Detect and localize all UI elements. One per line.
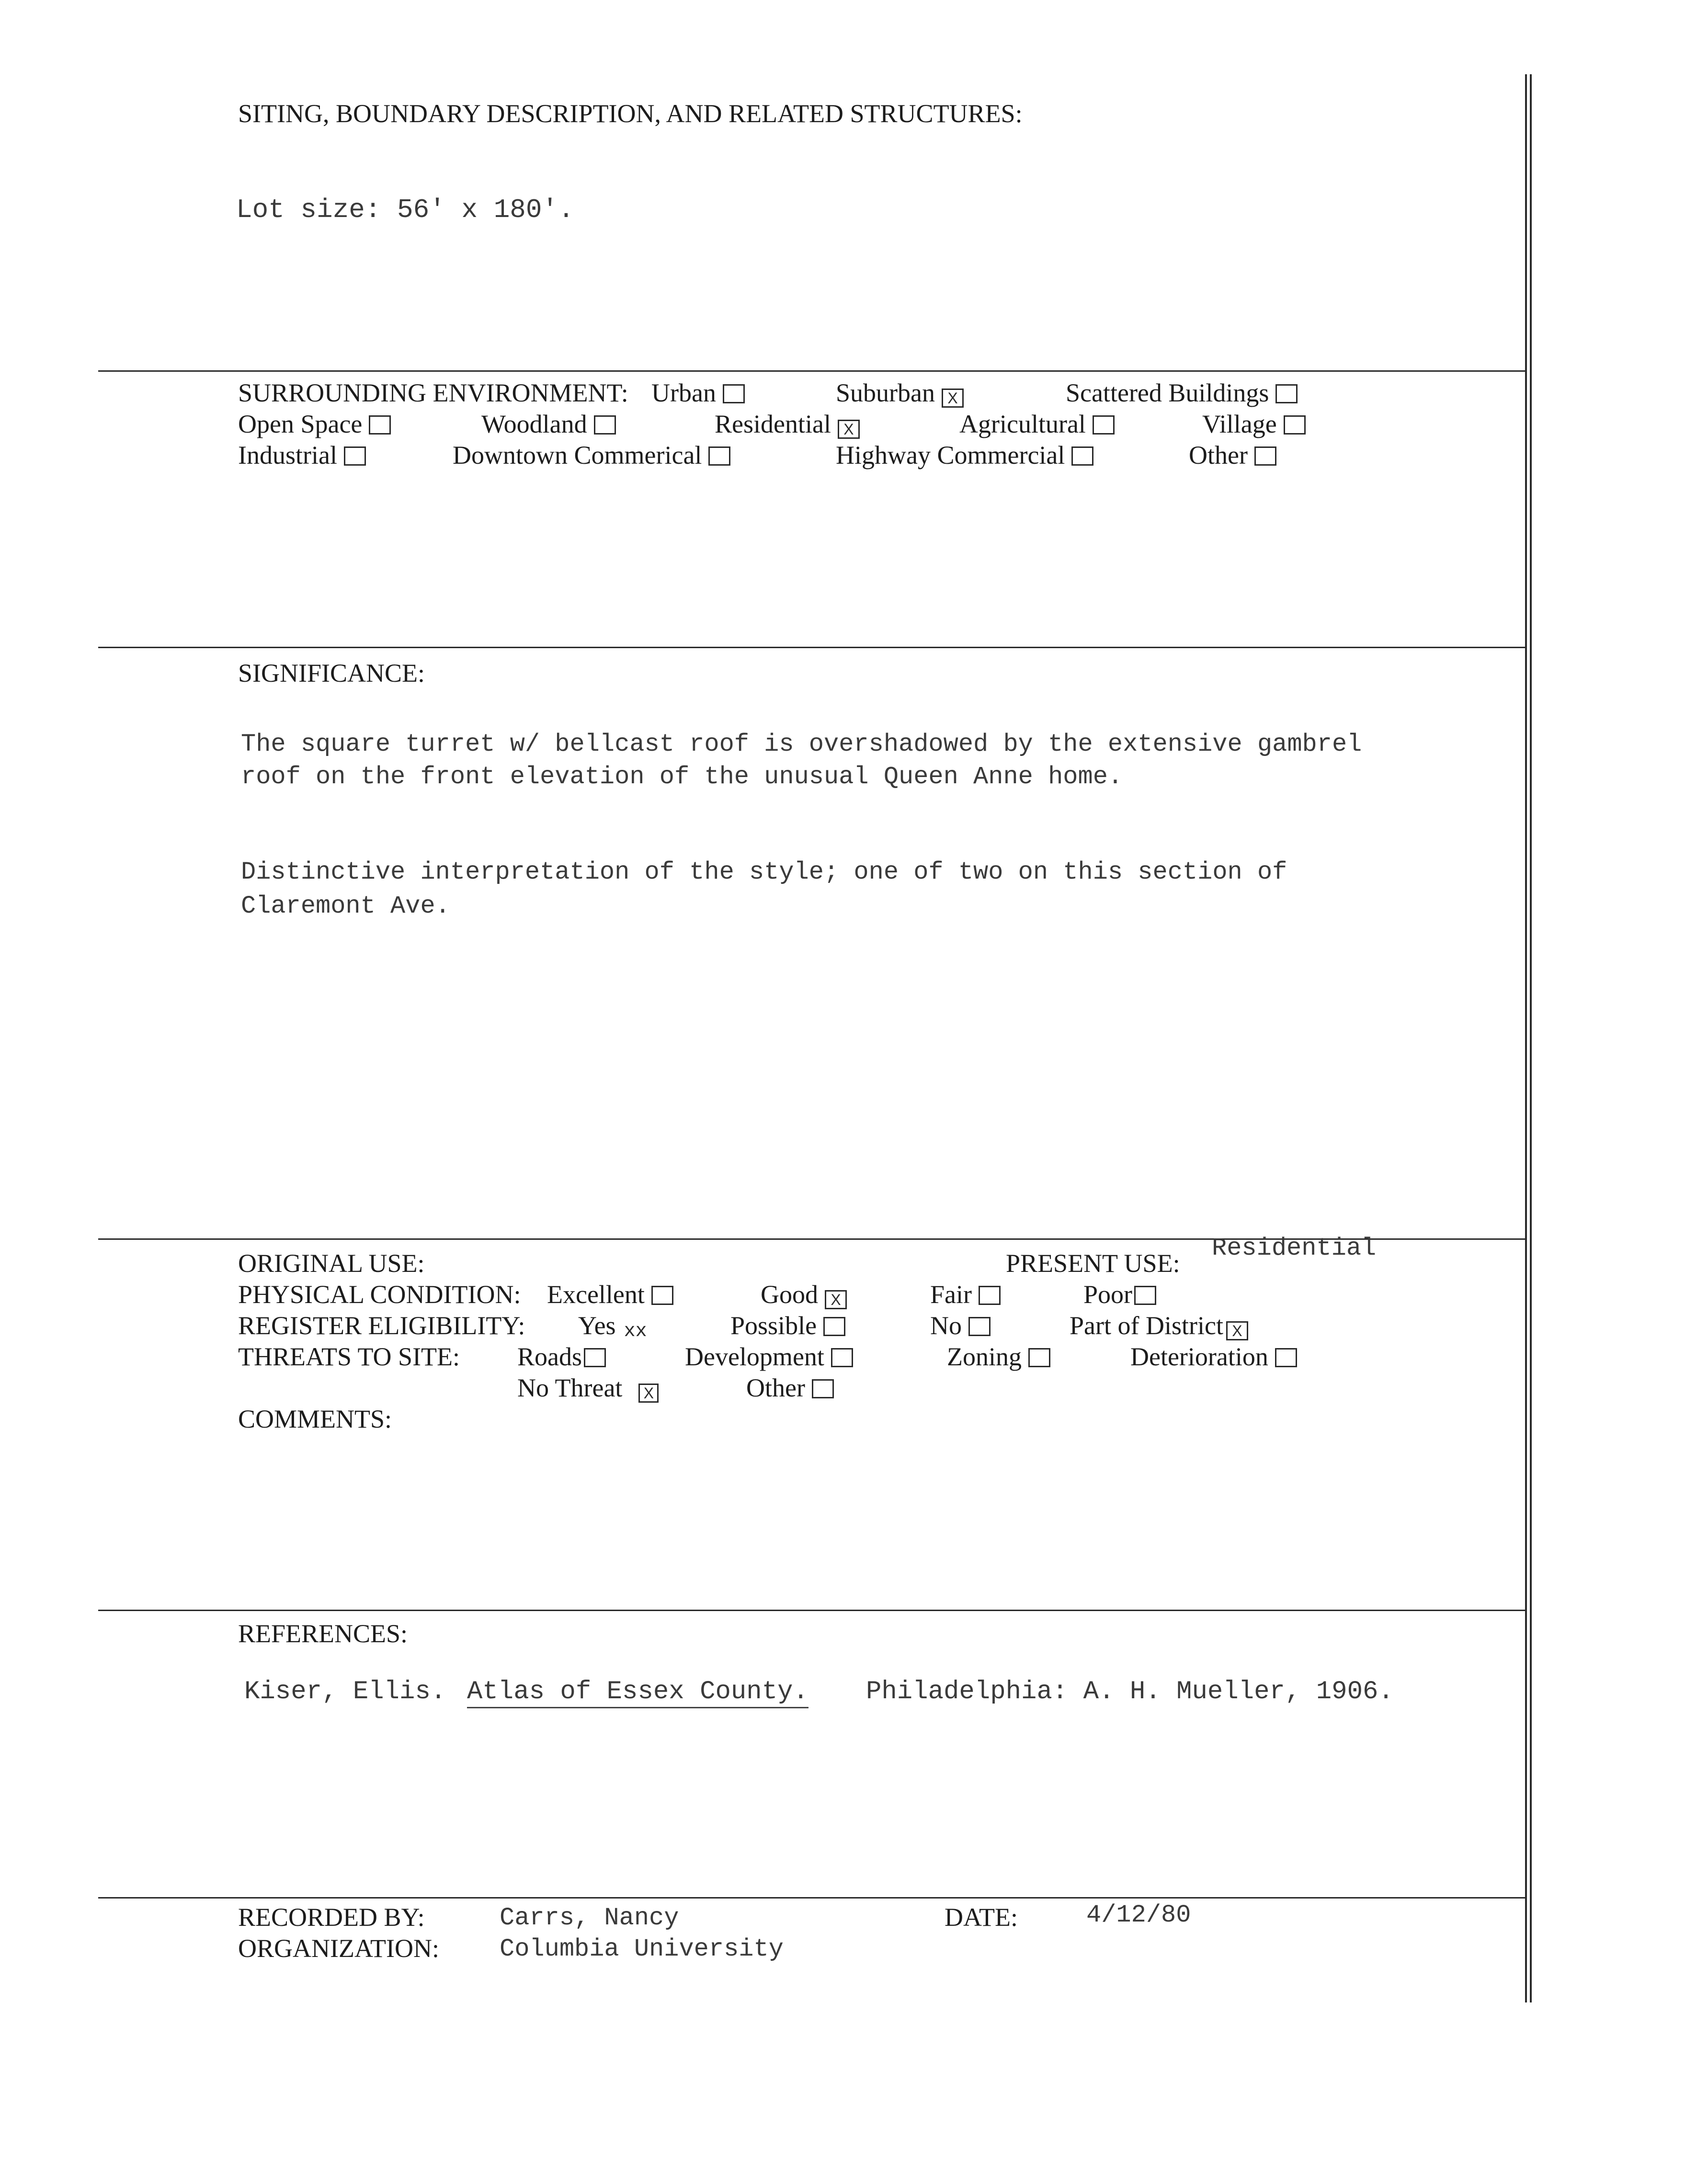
eligibility-label: REGISTER ELIGIBILITY: bbox=[238, 1311, 525, 1340]
threat-development[interactable]: Development bbox=[685, 1344, 853, 1370]
env-suburban[interactable]: Suburban X bbox=[836, 380, 964, 408]
eligibility-district[interactable]: Part of District X bbox=[1070, 1313, 1248, 1340]
env-village[interactable]: Village bbox=[1202, 411, 1306, 437]
suburban-checkbox[interactable]: X bbox=[942, 389, 964, 408]
reference-author: Kiser, Ellis. bbox=[244, 1677, 446, 1706]
section-divider-4 bbox=[98, 1610, 1526, 1611]
reference-title: Atlas of Essex County. bbox=[467, 1679, 808, 1708]
residential-checkbox[interactable]: X bbox=[838, 420, 860, 439]
siting-heading: SITING, BOUNDARY DESCRIPTION, AND RELATED STRUCTURES: bbox=[238, 99, 1023, 128]
threat-deterioration[interactable]: Deterioration bbox=[1130, 1344, 1297, 1370]
eligibility-no[interactable]: No bbox=[930, 1313, 991, 1338]
threat-roads[interactable]: Roads bbox=[517, 1344, 606, 1370]
scattered-buildings-checkbox[interactable] bbox=[1275, 384, 1298, 403]
poor-checkbox[interactable] bbox=[1134, 1286, 1156, 1305]
section-divider-5 bbox=[98, 1897, 1526, 1899]
threats-label: THREATS TO SITE: bbox=[238, 1342, 460, 1371]
recorded-by-value: Carrs, Nancy bbox=[500, 1904, 679, 1932]
condition-poor[interactable]: Poor bbox=[1083, 1281, 1156, 1307]
good-checkbox[interactable]: X bbox=[825, 1290, 847, 1309]
condition-fair[interactable]: Fair bbox=[930, 1281, 1001, 1307]
part-of-district-checkbox[interactable]: X bbox=[1226, 1321, 1248, 1340]
env-agricultural[interactable]: Agricultural bbox=[959, 411, 1115, 437]
development-checkbox[interactable] bbox=[831, 1348, 853, 1367]
env-industrial[interactable]: Industrial bbox=[238, 442, 366, 468]
woodland-checkbox[interactable] bbox=[594, 415, 616, 435]
open-space-checkbox[interactable] bbox=[369, 415, 391, 435]
organization-value: Columbia University bbox=[500, 1935, 784, 1963]
zoning-checkbox[interactable] bbox=[1028, 1348, 1050, 1367]
other-environment-checkbox[interactable] bbox=[1254, 446, 1276, 466]
village-checkbox[interactable] bbox=[1284, 415, 1306, 435]
fair-checkbox[interactable] bbox=[979, 1286, 1001, 1305]
threat-no-threat[interactable]: No Threat X bbox=[517, 1375, 659, 1403]
present-use-label: PRESENT USE: bbox=[1006, 1249, 1180, 1278]
original-use-label: ORIGINAL USE: bbox=[238, 1249, 425, 1278]
condition-excellent[interactable]: Excellent bbox=[547, 1281, 673, 1307]
env-residential[interactable]: Residential X bbox=[715, 411, 860, 439]
comments-label: COMMENTS: bbox=[238, 1405, 392, 1433]
recorded-by-label: RECORDED BY: bbox=[238, 1903, 425, 1932]
highway-commercial-checkbox[interactable] bbox=[1071, 446, 1093, 466]
date-value: 4/12/80 bbox=[1086, 1901, 1191, 1929]
roads-checkbox[interactable] bbox=[584, 1348, 606, 1367]
excellent-checkbox[interactable] bbox=[651, 1286, 673, 1305]
other-threat-checkbox[interactable] bbox=[812, 1379, 834, 1398]
significance-para1-line2: roof on the front elevation of the unusual Queen Anne home. bbox=[241, 763, 1123, 791]
downtown-commercial-checkbox[interactable] bbox=[708, 446, 730, 466]
threat-zoning[interactable]: Zoning bbox=[947, 1344, 1050, 1370]
date-label: DATE: bbox=[945, 1903, 1018, 1932]
agricultural-checkbox[interactable] bbox=[1093, 415, 1115, 435]
no-threat-checkbox[interactable]: X bbox=[638, 1384, 659, 1403]
possible-checkbox[interactable] bbox=[823, 1317, 845, 1336]
significance-para2-line1: Distinctive interpretation of the style; one of two on this section of bbox=[241, 858, 1287, 886]
lot-size-text: Lot size: 56' x 180'. bbox=[236, 194, 574, 225]
no-checkbox[interactable] bbox=[968, 1317, 991, 1336]
reference-publisher: Philadelphia: A. H. Mueller, 1906. bbox=[866, 1677, 1394, 1706]
references-heading: REFERENCES: bbox=[238, 1619, 408, 1648]
env-downtown[interactable]: Downtown Commerical bbox=[453, 442, 730, 468]
env-open-space[interactable]: Open Space bbox=[238, 411, 391, 437]
right-border-outer bbox=[1525, 74, 1527, 2002]
yes-checkbox[interactable]: xx bbox=[624, 1321, 647, 1342]
right-border-inner bbox=[1530, 74, 1532, 2002]
environment-heading: SURROUNDING ENVIRONMENT: bbox=[238, 378, 628, 407]
organization-label: ORGANIZATION: bbox=[238, 1934, 439, 1963]
present-use-value: Residential bbox=[1212, 1234, 1377, 1262]
threat-other[interactable]: Other bbox=[746, 1375, 834, 1401]
significance-para1-line1: The square turret w/ bellcast roof is overshadowed by the extensive gambrel bbox=[241, 730, 1362, 758]
eligibility-possible[interactable]: Possible bbox=[730, 1313, 845, 1338]
section-divider-1 bbox=[98, 370, 1526, 372]
env-highway[interactable]: Highway Commercial bbox=[836, 442, 1093, 468]
condition-label: PHYSICAL CONDITION: bbox=[238, 1280, 521, 1309]
condition-good[interactable]: Good X bbox=[761, 1281, 847, 1309]
env-scattered[interactable]: Scattered Buildings bbox=[1066, 380, 1298, 406]
urban-checkbox[interactable] bbox=[723, 384, 745, 403]
industrial-checkbox[interactable] bbox=[344, 446, 366, 466]
env-urban[interactable]: Urban bbox=[651, 380, 745, 406]
significance-para2-line2: Claremont Ave. bbox=[241, 892, 450, 920]
significance-heading: SIGNIFICANCE: bbox=[238, 659, 425, 687]
env-woodland[interactable]: Woodland bbox=[481, 411, 616, 437]
deterioration-checkbox[interactable] bbox=[1275, 1348, 1297, 1367]
section-divider-2 bbox=[98, 647, 1526, 648]
env-other[interactable]: Other bbox=[1189, 442, 1276, 468]
eligibility-yes[interactable]: Yes xx bbox=[578, 1311, 647, 1342]
